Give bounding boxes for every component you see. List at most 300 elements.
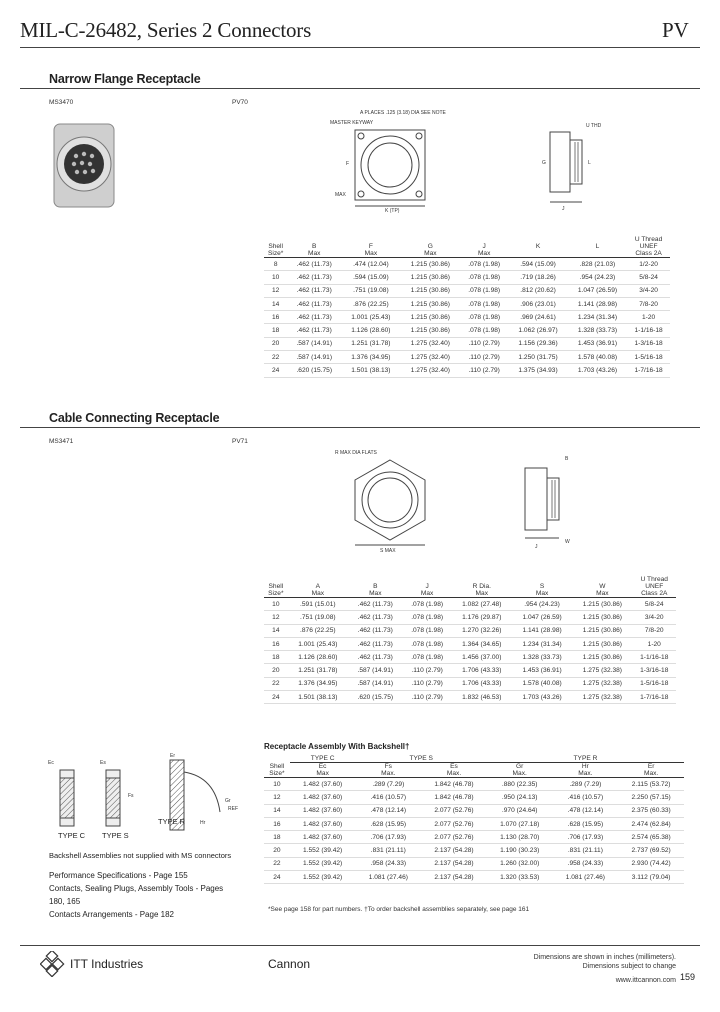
section3-cell: 22	[264, 857, 290, 870]
section1-cell: 1.141 (28.98)	[568, 297, 627, 310]
section3-cell: 1.482 (37.60)	[290, 778, 356, 791]
backshell-note: Backshell Assemblies not supplied with MS connectors	[49, 851, 232, 860]
section1-cell: 1.215 (30.86)	[401, 311, 460, 324]
section3-cell: 20	[264, 844, 290, 857]
col-b: B	[312, 243, 317, 250]
section2-row	[264, 677, 676, 690]
section3-cell: 1.482 (37.60)	[290, 791, 356, 804]
section3-cell: 1.260 (32.00)	[487, 857, 553, 870]
col3-ec-sub: Max	[290, 770, 356, 778]
section3-cell: .706 (17.93)	[553, 831, 619, 844]
section1-cell: .462 (11.73)	[287, 311, 341, 324]
section1-row	[264, 271, 670, 284]
section3-cell: 1.842 (46.78)	[421, 778, 487, 791]
col-f-sub: Max	[341, 250, 400, 258]
section2-cell: 20	[264, 664, 288, 677]
section3-row	[264, 778, 684, 791]
section1-cell: .587 (14.91)	[287, 351, 341, 364]
section1-cell: .078 (1.98)	[460, 284, 508, 297]
section2-cell: 1.275 (32.38)	[572, 664, 632, 677]
col2-j: J	[425, 583, 429, 590]
section1-cell: .078 (1.98)	[460, 324, 508, 337]
change-note: Dimensions subject to change	[582, 963, 676, 970]
section1-cell: .876 (22.25)	[341, 297, 400, 310]
brand-name: Cannon	[268, 957, 311, 971]
section3-cell: .706 (17.93)	[355, 831, 421, 844]
section3-cell: 24	[264, 871, 290, 884]
link-contacts-pages[interactable]: 180, 165	[49, 897, 81, 906]
col2-w: W	[599, 583, 606, 590]
drawing1-j: J	[562, 206, 565, 212]
section1-cell: 16	[264, 311, 287, 324]
section1-row	[264, 337, 670, 350]
section1-cell: 1/2-20	[627, 258, 670, 271]
backshell-ref: REF	[228, 806, 238, 812]
section2-cell: 1-5/16-18	[633, 677, 676, 690]
col-u-line2: UNEF	[639, 243, 658, 250]
section1-cell: .969 (24.61)	[508, 311, 567, 324]
section2-cell: 10	[264, 598, 288, 611]
col3-es: Es	[450, 763, 458, 770]
drawing1-max: MAX	[335, 192, 346, 198]
section3-cell: .970 (24.64)	[487, 804, 553, 817]
col2-u-line3: Class 2A	[633, 590, 676, 598]
col2-j-sub: Max	[403, 590, 452, 598]
website-link[interactable]: www.ittcannon.com	[615, 977, 676, 984]
section2-table	[264, 576, 676, 704]
group-type-r: TYPE R	[487, 755, 684, 763]
section2-pv-part: PV71	[232, 438, 248, 445]
section1-cell: 1.578 (40.08)	[568, 351, 627, 364]
footer-rule	[20, 945, 700, 946]
section2-row	[264, 651, 676, 664]
col2-b: B	[373, 583, 378, 590]
col3-hr-sub: Max.	[553, 770, 619, 778]
section1-cell: 22	[264, 351, 287, 364]
col3-hr: Hr	[581, 763, 589, 770]
section2-cell: 1.215 (30.86)	[572, 598, 632, 611]
section1-table	[264, 236, 670, 378]
drawing1-f: F	[346, 161, 350, 167]
section1-cell: .078 (1.98)	[460, 271, 508, 284]
section2-cell: 12	[264, 611, 288, 624]
col-shell: Shell	[268, 243, 283, 250]
section2-cell: 1-1/16-18	[633, 651, 676, 664]
col3-er: Er	[647, 763, 655, 770]
section2-title: Cable Connecting Receptacle	[49, 411, 220, 425]
section2-cell: 1.275 (32.38)	[572, 677, 632, 690]
section1-cell: .078 (1.98)	[460, 311, 508, 324]
backshell-gr: Gr	[225, 798, 231, 804]
section1-cell: 1.047 (26.59)	[568, 284, 627, 297]
section2-cell: 1.376 (34.95)	[288, 677, 348, 690]
col-j: J	[482, 243, 486, 250]
section1-cell: 1.501 (38.13)	[341, 364, 400, 377]
section1-cell: 24	[264, 364, 287, 377]
cable-receptacle-front-drawing	[330, 448, 450, 553]
col2-w-sub: Max	[572, 590, 632, 598]
section2-cell: 1.275 (32.38)	[572, 691, 632, 704]
section2-cell: 1.703 (43.26)	[512, 691, 572, 704]
section1-title: Narrow Flange Receptacle	[49, 72, 201, 86]
section2-cell: 1-20	[633, 637, 676, 650]
section3-cell: 2.077 (52.76)	[421, 817, 487, 830]
section2-cell: .954 (24.23)	[512, 598, 572, 611]
section3-cell: .416 (10.57)	[553, 791, 619, 804]
section1-cell: 1.234 (31.34)	[568, 311, 627, 324]
section2-cell: 18	[264, 651, 288, 664]
section1-cell: 1.376 (34.95)	[341, 351, 400, 364]
section3-cell: 1.190 (30.23)	[487, 844, 553, 857]
section3-cell: .478 (12.14)	[553, 804, 619, 817]
section3-cell: .289 (7.29)	[355, 778, 421, 791]
section3-cell: 1.081 (27.46)	[355, 871, 421, 884]
col-f: F	[368, 243, 373, 250]
section3-cell: 2.077 (52.76)	[421, 804, 487, 817]
section3-cell: 1.081 (27.46)	[553, 871, 619, 884]
section1-row	[264, 284, 670, 297]
section1-pv-part: PV70	[232, 99, 248, 106]
section2-rule	[20, 427, 700, 428]
section3-cell: 18	[264, 831, 290, 844]
col-shell-sub: Size*	[264, 250, 287, 258]
section3-cell: 1.842 (46.78)	[421, 791, 487, 804]
related-links	[49, 869, 223, 921]
section1-cell: 8	[264, 258, 287, 271]
section2-cell: .620 (15.75)	[348, 691, 403, 704]
section2-cell: .876 (22.25)	[288, 624, 348, 637]
section1-ms-part: MS3470	[49, 99, 74, 106]
section1-cell: 1.251 (31.78)	[341, 337, 400, 350]
section1-cell: 1.453 (36.91)	[568, 337, 627, 350]
section3-cell: 1.552 (39.42)	[290, 844, 356, 857]
section2-cell: 1.215 (30.86)	[572, 611, 632, 624]
section3-row	[264, 831, 684, 844]
section1-cell: 1.250 (31.75)	[508, 351, 567, 364]
section3-cell: 16	[264, 817, 290, 830]
section2-cell: 16	[264, 637, 288, 650]
drawing1-u: U THD	[586, 123, 602, 129]
section2-cell: 1-3/16-18	[633, 664, 676, 677]
section1-cell: .594 (15.09)	[508, 258, 567, 271]
section1-cell: 1.215 (30.86)	[401, 324, 460, 337]
link-arrangements[interactable]: Contacts Arrangements - Page 182	[49, 910, 174, 919]
section1-cell: .110 (2.79)	[460, 351, 508, 364]
section2-row	[264, 598, 676, 611]
section1-cell: 1.215 (30.86)	[401, 297, 460, 310]
section1-cell: .620 (15.75)	[287, 364, 341, 377]
section2-row	[264, 691, 676, 704]
drawing2-b: B	[565, 456, 569, 462]
col2-b-sub: Max	[348, 590, 403, 598]
section3-cell: 12	[264, 791, 290, 804]
section2-cell: 7/8-20	[633, 624, 676, 637]
section3-cell: .958 (24.33)	[355, 857, 421, 870]
section1-cell: 1.215 (30.86)	[401, 271, 460, 284]
section1-cell: 5/8-24	[627, 271, 670, 284]
section1-cell: .474 (12.04)	[341, 258, 400, 271]
section1-cell: 1.275 (32.40)	[401, 337, 460, 350]
section2-cell: .110 (2.79)	[403, 691, 452, 704]
section3-cell: 1.482 (37.60)	[290, 831, 356, 844]
col2-a: A	[315, 583, 321, 590]
type-s-label: TYPE S	[102, 831, 129, 840]
section1-cell: 1-1/16-18	[627, 324, 670, 337]
section1-cell: .719 (18.26)	[508, 271, 567, 284]
section1-cell: .462 (11.73)	[287, 297, 341, 310]
drawing2-s: S MAX	[380, 548, 396, 553]
section2-cell: .110 (2.79)	[403, 664, 452, 677]
backshell-ec: Ec	[48, 760, 54, 766]
section1-cell: .906 (23.01)	[508, 297, 567, 310]
section1-cell: 1.703 (43.26)	[568, 364, 627, 377]
section2-cell: 1.141 (28.98)	[512, 624, 572, 637]
section3-row	[264, 817, 684, 830]
narrow-flange-front-drawing	[330, 108, 470, 213]
group-type-s: TYPE S	[355, 755, 486, 763]
col2-shell: Shell	[268, 583, 284, 590]
col3-shell: Shell	[269, 762, 285, 770]
col-l: L	[595, 243, 600, 250]
section1-cell: 1.275 (32.40)	[401, 351, 460, 364]
section1-cell: .812 (20.62)	[508, 284, 567, 297]
section1-cell: .110 (2.79)	[460, 337, 508, 350]
backshell-es: Es	[100, 760, 106, 766]
footer-notes	[500, 953, 676, 985]
section2-row	[264, 637, 676, 650]
col2-r-sub: Max	[452, 590, 512, 598]
section3-cell: .831 (21.11)	[355, 844, 421, 857]
section2-cell: 1.126 (28.60)	[288, 651, 348, 664]
section1-cell: 7/8-20	[627, 297, 670, 310]
section3-cell: 14	[264, 804, 290, 817]
drawing1-l: L	[588, 160, 591, 166]
section1-cell: 1.215 (30.86)	[401, 284, 460, 297]
section2-cell: 14	[264, 624, 288, 637]
col2-a-sub: Max	[288, 590, 348, 598]
section2-cell: 1.001 (25.43)	[288, 637, 348, 650]
drawing2-note: R MAX DIA FLATS	[335, 450, 377, 456]
col2-u-line1: U Thread	[640, 576, 668, 583]
section2-cell: 1.832 (46.53)	[452, 691, 512, 704]
col3-fs: Fs	[384, 763, 392, 770]
section3-cell: 1.482 (37.60)	[290, 804, 356, 817]
section3-cell: .958 (24.33)	[553, 857, 619, 870]
section2-cell: 1.364 (34.65)	[452, 637, 512, 650]
link-contacts[interactable]: Contacts, Sealing Plugs, Assembly Tools - Pages	[49, 884, 224, 893]
section1-cell: 1-7/16-18	[627, 364, 670, 377]
section1-cell: 1.328 (33.73)	[568, 324, 627, 337]
section1-cell: 1.275 (32.40)	[401, 364, 460, 377]
section2-cell: 1.270 (32.26)	[452, 624, 512, 637]
page-title: MIL-C-26482, Series 2 Connectors	[20, 18, 312, 42]
section3-cell: .289 (7.29)	[553, 778, 619, 791]
section1-cell: .110 (2.79)	[460, 364, 508, 377]
link-performance[interactable]: Performance Specifications - Page 155	[49, 871, 188, 880]
group-type-c: TYPE C	[290, 755, 356, 763]
section1-cell: 1-5/16-18	[627, 351, 670, 364]
page-number: 159	[680, 972, 696, 982]
section1-cell: 1-20	[627, 311, 670, 324]
section1-row	[264, 324, 670, 337]
section1-cell: .751 (19.08)	[341, 284, 400, 297]
section1-cell: 12	[264, 284, 287, 297]
section2-row	[264, 624, 676, 637]
receptacle-photo-icon	[48, 118, 120, 213]
section3-cell: .628 (15.95)	[355, 817, 421, 830]
section2-cell: 22	[264, 677, 288, 690]
section2-cell: 1.047 (26.59)	[512, 611, 572, 624]
section2-cell: 1.215 (30.86)	[572, 624, 632, 637]
section1-cell: .078 (1.98)	[460, 297, 508, 310]
col-k: K	[535, 243, 541, 250]
section2-cell: .078 (1.98)	[403, 611, 452, 624]
type-c-drawing	[48, 760, 86, 840]
section3-row	[264, 804, 684, 817]
col-u-line1: U Thread	[634, 236, 663, 243]
backshell-er: Er	[170, 753, 175, 759]
section3-cell: 2.250 (57.15)	[618, 791, 684, 804]
section3-table	[264, 755, 684, 884]
section3-cell: 3.112 (79.04)	[618, 871, 684, 884]
section3-row	[264, 791, 684, 804]
backshell-types-drawing	[40, 752, 255, 847]
section3-row	[264, 871, 684, 884]
itt-logo-icon	[40, 951, 66, 977]
col3-gr: Gr	[516, 763, 524, 770]
section2-cell: 1.706 (43.33)	[452, 664, 512, 677]
section3-cell: 2.115 (53.72)	[618, 778, 684, 791]
section3-cell: 2.474 (62.84)	[618, 817, 684, 830]
section2-cell: .462 (11.73)	[348, 598, 403, 611]
section2-cell: .078 (1.98)	[403, 624, 452, 637]
section1-cell: .462 (11.73)	[287, 271, 341, 284]
section2-cell: 1-7/16-18	[633, 691, 676, 704]
drawing1-keyway: MASTER KEYWAY	[330, 120, 374, 126]
section3-cell: .478 (12.14)	[355, 804, 421, 817]
section1-cell: .078 (1.98)	[460, 258, 508, 271]
col2-s-sub: Max	[512, 590, 572, 598]
section2-cell: 1.706 (43.33)	[452, 677, 512, 690]
section2-cell: 1.082 (27.48)	[452, 598, 512, 611]
col2-r: R Dia.	[472, 583, 491, 590]
cable-receptacle-side-drawing	[505, 448, 600, 553]
section2-ms-part: MS3471	[49, 438, 74, 445]
series-code: PV	[662, 18, 689, 42]
section2-cell: 1.453 (36.91)	[512, 664, 572, 677]
section1-row	[264, 297, 670, 310]
section1-cell: 3/4-20	[627, 284, 670, 297]
col3-fs-sub: Max.	[355, 770, 421, 778]
section1-cell: 20	[264, 337, 287, 350]
section3-cell: .628 (15.95)	[553, 817, 619, 830]
section3-cell: 1.552 (39.42)	[290, 871, 356, 884]
section2-cell: 3/4-20	[633, 611, 676, 624]
drawing2-j: J	[535, 544, 538, 550]
section1-cell: .462 (11.73)	[287, 324, 341, 337]
section3-row	[264, 844, 684, 857]
backshell-fs: Fs	[128, 793, 134, 799]
col3-er-sub: Max.	[618, 770, 684, 778]
col3-es-sub: Max.	[421, 770, 487, 778]
section2-cell: .462 (11.73)	[348, 624, 403, 637]
section1-cell: 1.126 (28.60)	[341, 324, 400, 337]
section2-cell: .078 (1.98)	[403, 637, 452, 650]
section2-cell: 1.328 (33.73)	[512, 651, 572, 664]
section1-cell: .954 (24.23)	[568, 271, 627, 284]
type-r-label: TYPE R	[158, 817, 186, 826]
narrow-flange-side-drawing	[530, 112, 620, 212]
section2-cell: .078 (1.98)	[403, 598, 452, 611]
section2-cell: .462 (11.73)	[348, 651, 403, 664]
type-c-label: TYPE C	[58, 831, 86, 840]
section2-cell: 1.215 (30.86)	[572, 651, 632, 664]
section1-rule	[20, 88, 700, 89]
section3-cell: .831 (21.11)	[553, 844, 619, 857]
section2-cell: 1.234 (31.34)	[512, 637, 572, 650]
section3-title: Receptacle Assembly With Backshell†	[264, 742, 410, 751]
section3-cell: 2.137 (54.28)	[421, 844, 487, 857]
section2-row	[264, 611, 676, 624]
section2-cell: 1.456 (37.00)	[452, 651, 512, 664]
section3-cell: .880 (22.35)	[487, 778, 553, 791]
dimensions-note: Dimensions are shown in inches (millimeters).	[533, 954, 676, 961]
section2-cell: 1.501 (38.13)	[288, 691, 348, 704]
section2-cell: 1.578 (40.08)	[512, 677, 572, 690]
section1-cell: 18	[264, 324, 287, 337]
section2-cell: 1.215 (30.86)	[572, 637, 632, 650]
drawing1-k: K (TP)	[385, 208, 400, 213]
col3-gr-sub: Max.	[487, 770, 553, 778]
section1-cell: .594 (15.09)	[341, 271, 400, 284]
section3-cell: 10	[264, 778, 290, 791]
section3-cell: 1.130 (28.70)	[487, 831, 553, 844]
section2-cell: .462 (11.73)	[348, 637, 403, 650]
section1-cell: 1.375 (34.93)	[508, 364, 567, 377]
section3-cell: 1.070 (27.18)	[487, 817, 553, 830]
section2-cell: .078 (1.98)	[403, 651, 452, 664]
section1-row	[264, 351, 670, 364]
col3-shell-sub: Size*	[264, 770, 290, 778]
col2-s: S	[539, 583, 545, 590]
header-rule	[20, 47, 700, 48]
section1-row	[264, 311, 670, 324]
backshell-hr: Hr	[200, 820, 206, 826]
section1-cell: 14	[264, 297, 287, 310]
col-g-sub: Max	[401, 250, 460, 258]
section1-cell: 1.156 (29.36)	[508, 337, 567, 350]
col3-ec: Ec	[318, 763, 327, 770]
col-u-line3: Class 2A	[627, 250, 670, 258]
section3-cell: 2.930 (74.42)	[618, 857, 684, 870]
section3-cell: 2.375 (60.33)	[618, 804, 684, 817]
section2-cell: 24	[264, 691, 288, 704]
section3-cell: 2.137 (54.28)	[421, 857, 487, 870]
drawing2-w: W	[565, 539, 570, 545]
section2-cell: 5/8-24	[633, 598, 676, 611]
col2-shell-sub: Size*	[264, 590, 288, 598]
section1-cell: .828 (21.03)	[568, 258, 627, 271]
section3-cell: 2.737 (69.52)	[618, 844, 684, 857]
section2-cell: 1.176 (29.87)	[452, 611, 512, 624]
section1-row	[264, 364, 670, 377]
section1-cell: 1-3/16-18	[627, 337, 670, 350]
section3-cell: 1.482 (37.60)	[290, 817, 356, 830]
section1-cell: 1.062 (26.97)	[508, 324, 567, 337]
col-b-sub: Max	[287, 250, 341, 258]
section2-cell: .587 (14.91)	[348, 677, 403, 690]
section3-cell: .416 (10.57)	[355, 791, 421, 804]
